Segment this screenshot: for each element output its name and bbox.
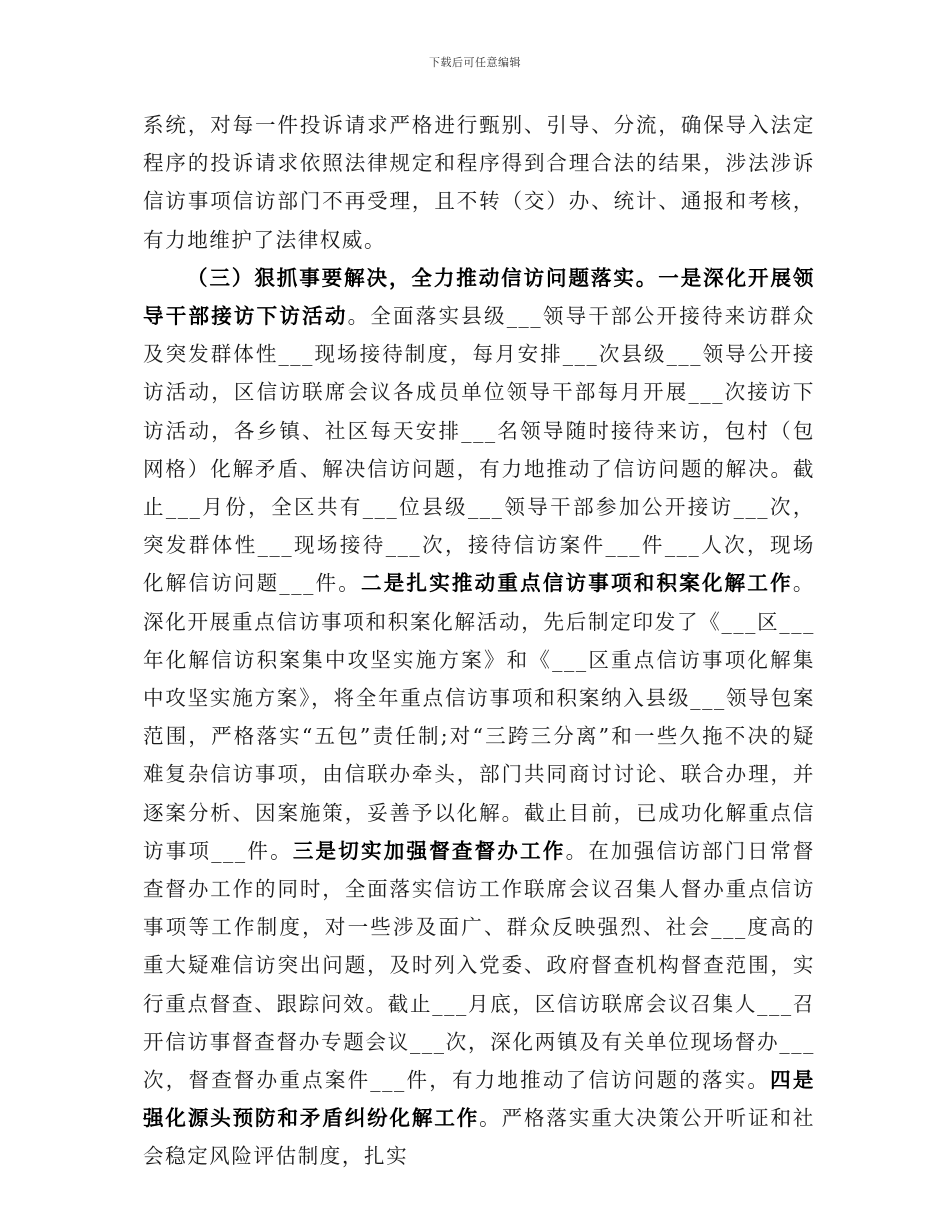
section-heading: （三）狠抓事要解决，全力推动信访问题落实。 [187, 265, 659, 290]
subsection-text-one: 。全面落实县级___领导干部公开接待来访群众及突发群体性___现场接待制度，每月安排___次县级___领导公开接访活动，区信访联席会议各成员单位领导干部每月开展___次接访下访活动，各乡镇、社区每天安排___名领导随时接待来访，包村（包网格）化解矛盾、解决信访问题，有力地推动了信访问题的解决。截止___月份，全区共有___位县级___领导干部参加公开接访___次，突发群体性___现场接待___次，接待信访案件___件___人次，现场化解信访问题___件。 [143, 304, 815, 596]
subsection-title-one: 一是深化开展领导干部接访下访活动 [143, 265, 815, 329]
subsection-text-four: 。严格落实重大决策公开听证和社会稳定风险评估制度，扎实 [143, 1106, 816, 1169]
document-body [143, 106, 815, 1176]
subsection-text-two: 。深化开展重点信访事项和积案化解活动，先后制定印发了《___区___年化解信访积案集中攻坚实施方案》和《___区重点信访事项化解集中攻坚实施方案》，将全年重点信访事项和积案纳入县级___领导包案范围，严格落实“五包”责任制;对“三跨三分离”和一些久拖不决的疑难复杂信访事项，由信联办牵头，部门共同商讨讨论、联合办理，并逐案分析、因案施策，妥善予以化解。截止目前，已成功化解重点信访事项___件。 [143, 571, 815, 863]
subsection-text-three: 。在加强信访部门日常督查督办工作的同时，全面落实信访工作联席会议召集人督办重点信访事项等工作制度，对一些涉及面广、群众反映强烈、社会___度高的重大疑难信访突出问题，及时列入党委、政府督查机构督查范围，实行重点督查、跟踪问效。截止___月底，区信访联席会议召集人___召开信访事督查督办专题会议___次，深化两镇及有关单位现场督办___次，督查督办重点案件___件，有力地推动了信访问题的落实。 [143, 838, 815, 1093]
paragraph-section-three [143, 259, 815, 1176]
subsection-title-three: 三是切实加强督查督办工作 [292, 838, 566, 863]
subsection-title-four: 四是强化源头预防和矛盾纠纷化解工作 [143, 1068, 816, 1131]
paragraph-legal-authority: 系统，对每一件投诉请求严格进行甄别、引导、分流，确保导入法定程序的投诉请求依照法律规定和程序得到合理合法的结果，涉法涉诉信访事项信访部门不再受理，且不转（交）办、统计、通报和考核，有力地维护了法律权威。 [143, 113, 815, 252]
subsection-title-two: 二是扎实推动重点信访事项和积案化解工作 [361, 571, 793, 596]
page-header: 下载后可任意编辑 [429, 56, 521, 69]
